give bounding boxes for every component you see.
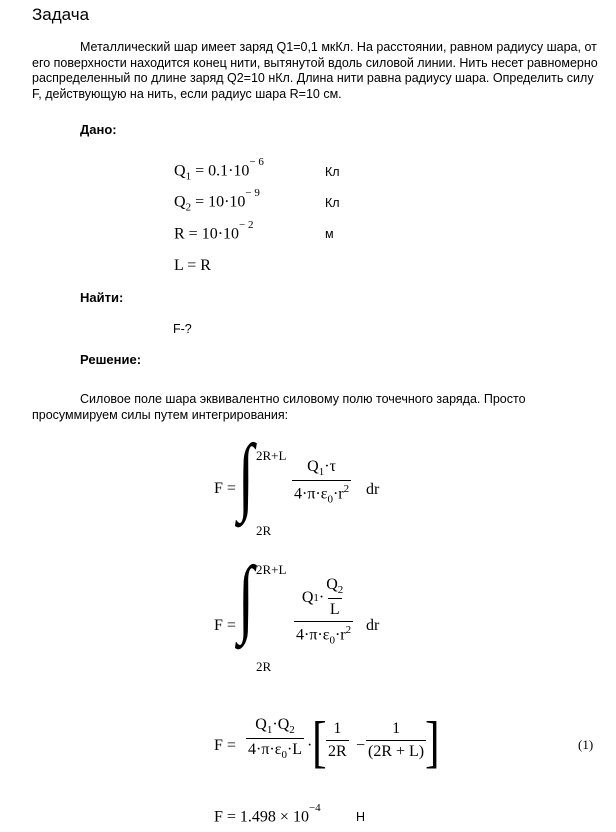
formula2-lhs: F =: [214, 617, 236, 634]
given-heading: Дано:: [80, 122, 117, 137]
find-value: F-?: [173, 322, 192, 336]
result: $F = 1.498 \times 10^{-4}$: [214, 802, 321, 826]
given-q1-unit: Кл: [325, 165, 340, 179]
left-bracket: [: [312, 710, 327, 774]
solution-text: Силовое поле шара эквивалентно силовому полю точечного заряда. Просто просуммируем силы путем интегрирования:: [32, 392, 526, 422]
formula1-lhs: F =: [214, 480, 236, 497]
formula1-fraction: $\frac{Q_1\cdot\tau}{4\cdot\pi\cdot\varepsilon_0\cdot r^2}$: [294, 458, 350, 506]
formula1-lower-limit: 2R: [256, 523, 272, 538]
formula2-fraction: Q 1 · $\frac{Q_2}{L}$ $4\cdot\pi\cdot\varepsilon_0\cdot r^2$: [296, 576, 352, 647]
problem-text: Металлический шар имеет заряд Q1=0,1 мкКл. На расстоянии, равном радиусу шара, от его поверхности находится конец нити, вытянутой вдоль силовой линии. Нить несет равномерно распределенный по длине заряд Q2=10 нКл. Длина нити равна радиусу шара. Определить силу F, действующую на нить, если радиус шара R=10 см.: [32, 40, 598, 101]
integral-sign-2: ∫: [238, 548, 254, 646]
page-title: Задача: [32, 5, 90, 24]
formula1-upper-limit: 2R+L: [256, 448, 287, 463]
result-unit: Н: [356, 810, 366, 824]
solution-heading: Решение:: [80, 352, 142, 367]
formula2-dr: dr: [366, 617, 380, 634]
formula3-fraction-b: $\frac{1}{(2R + L)}$: [368, 720, 425, 760]
right-bracket: ]: [425, 710, 440, 774]
formula3-fraction-a: $\frac{1}{2R}$: [328, 720, 347, 760]
formula3-dot: ·: [307, 737, 313, 754]
given-r-unit: м: [325, 227, 334, 241]
given-l: L = R: [174, 257, 211, 274]
formula2-upper-limit: 2R+L: [256, 562, 287, 577]
given-r: $R = 10\cdot 10^{- 2}$: [174, 219, 254, 243]
equation-number: (1): [578, 737, 594, 752]
formula1-dr: dr: [366, 481, 380, 498]
find-heading: Найти:: [80, 290, 124, 305]
formula3-lhs: F =: [214, 737, 236, 754]
formula2-lower-limit: 2R: [256, 659, 272, 674]
formula3-minus: −: [356, 737, 366, 754]
integral-sign-1: ∫: [238, 426, 254, 524]
formula3-fraction: $\frac{Q_1\cdot Q_2}{4\cdot\pi\cdot\varepsilon_0\cdot L}$: [248, 716, 303, 762]
given-q2-unit: Кл: [325, 196, 340, 210]
given-q1: $Q_1 = 0.1\cdot 10^{- 6}$: [174, 156, 264, 183]
given-q2: $Q_2 = 10\cdot 10^{- 9}$: [174, 187, 260, 214]
